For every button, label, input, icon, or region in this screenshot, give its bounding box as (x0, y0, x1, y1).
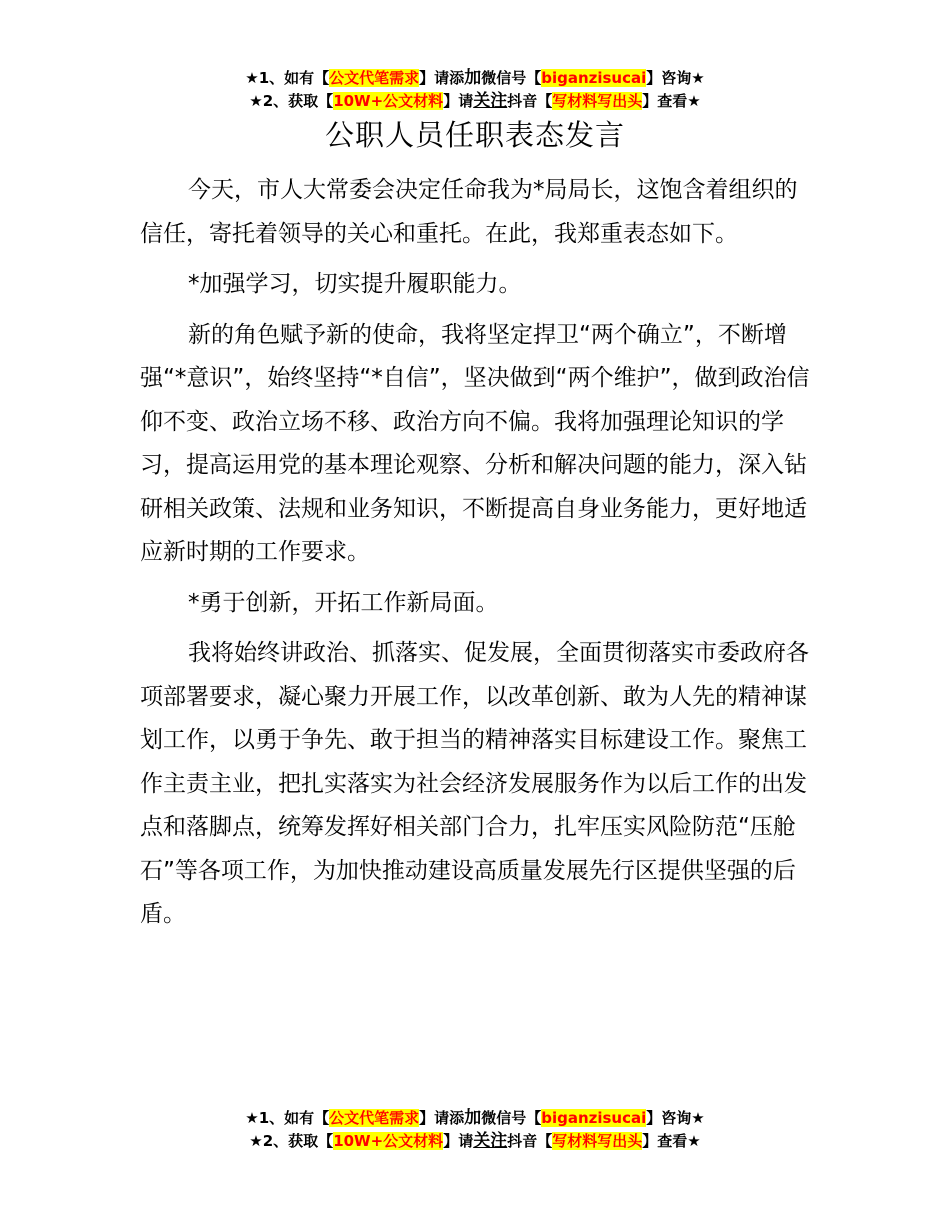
banner-text: 】查看★ (642, 1132, 701, 1150)
banner-highlight: biganzisucai (541, 1109, 647, 1127)
header-banner-line-2 (0, 90, 950, 113)
banner-highlight: 公文代笔需求 (329, 1109, 420, 1127)
banner-highlight: 10W+公文材料 (333, 1132, 444, 1150)
banner-text: ★1、如有【 (245, 1109, 330, 1127)
banner-text: 】请 (443, 92, 474, 110)
banner-text: ★2、获取【 (249, 92, 334, 110)
banner-emphasis: 加 (464, 68, 482, 88)
paragraph: 我将始终讲政治、抓落实、促发展，全面贯彻落实市委政府各项部署要求，凝心聚力开展工作，以改革创新、敢为人先的精神谋划工作，以勇于争先、敢于担当的精神落实目标建设工作。聚焦工作主责主业，把扎实落实为社会经济发展服务作为以后工作的出发点和落脚点，统筹发挥好相关部门合力，扎牢压实风险防范“压舱石”等各项工作，为加快推动建设高质量发展先行区提供坚强的后盾。 (140, 640, 809, 927)
footer-banner (0, 1107, 950, 1153)
document-body (140, 169, 812, 944)
header-banner-line-1 (0, 67, 950, 90)
section-heading: *勇于创新，开拓工作新局面。 (188, 589, 499, 616)
banner-highlight: 写材料写出头 (552, 1132, 643, 1150)
footer-banner-line-1 (0, 1107, 950, 1130)
banner-text: 】咨询★ (646, 1109, 705, 1127)
banner-emphasis: 关注 (473, 91, 508, 111)
header-banner (0, 67, 950, 113)
banner-text: 微信号【 (481, 69, 542, 87)
paragraph: 今天，市人大常委会决定任命我为*局局长，这饱含着组织的信任，寄托着领导的关心和重托。在此，我郑重表态如下。 (140, 177, 798, 247)
section-heading: *加强学习，切实提升履职能力。 (188, 271, 522, 297)
banner-text: 抖音【 (507, 92, 553, 110)
banner-text: 微信号【 (481, 1109, 542, 1127)
banner-text: ★1、如有【 (245, 69, 330, 87)
banner-text: 抖音【 (507, 1132, 553, 1150)
document-title: 公职人员任职表态发言 (324, 118, 625, 152)
footer-banner-line-2 (0, 1130, 950, 1153)
banner-text: 】请添 (419, 1109, 465, 1127)
banner-highlight: 写材料写出头 (552, 92, 643, 110)
banner-text: 】查看★ (642, 92, 701, 110)
banner-highlight: biganzisucai (541, 69, 647, 87)
banner-highlight: 10W+公文材料 (333, 92, 444, 110)
banner-highlight: 公文代笔需求 (329, 69, 420, 87)
banner-text: 】请 (443, 1132, 474, 1150)
banner-text: 】咨询★ (646, 69, 705, 87)
banner-text: 】请添 (419, 69, 465, 87)
banner-text: ★2、获取【 (249, 1132, 334, 1150)
banner-emphasis: 关注 (473, 1131, 508, 1151)
banner-emphasis: 加 (464, 1108, 482, 1128)
paragraph: 新的角色赋予新的使命，我将坚定捍卫“两个确立”，不断增强“*意识”，始终坚持“*自信”，坚决做到“两个维护”，做到政治信仰不变、政治立场不移、政治方向不偏。我将加强理论知识的学习，提高运用党的基本理论观察、分析和解决问题的能力，深入钻研相关政策、法规和业务知识，不断提高自身业务能力，更好地适应新时期的工作要求。 (140, 321, 810, 565)
